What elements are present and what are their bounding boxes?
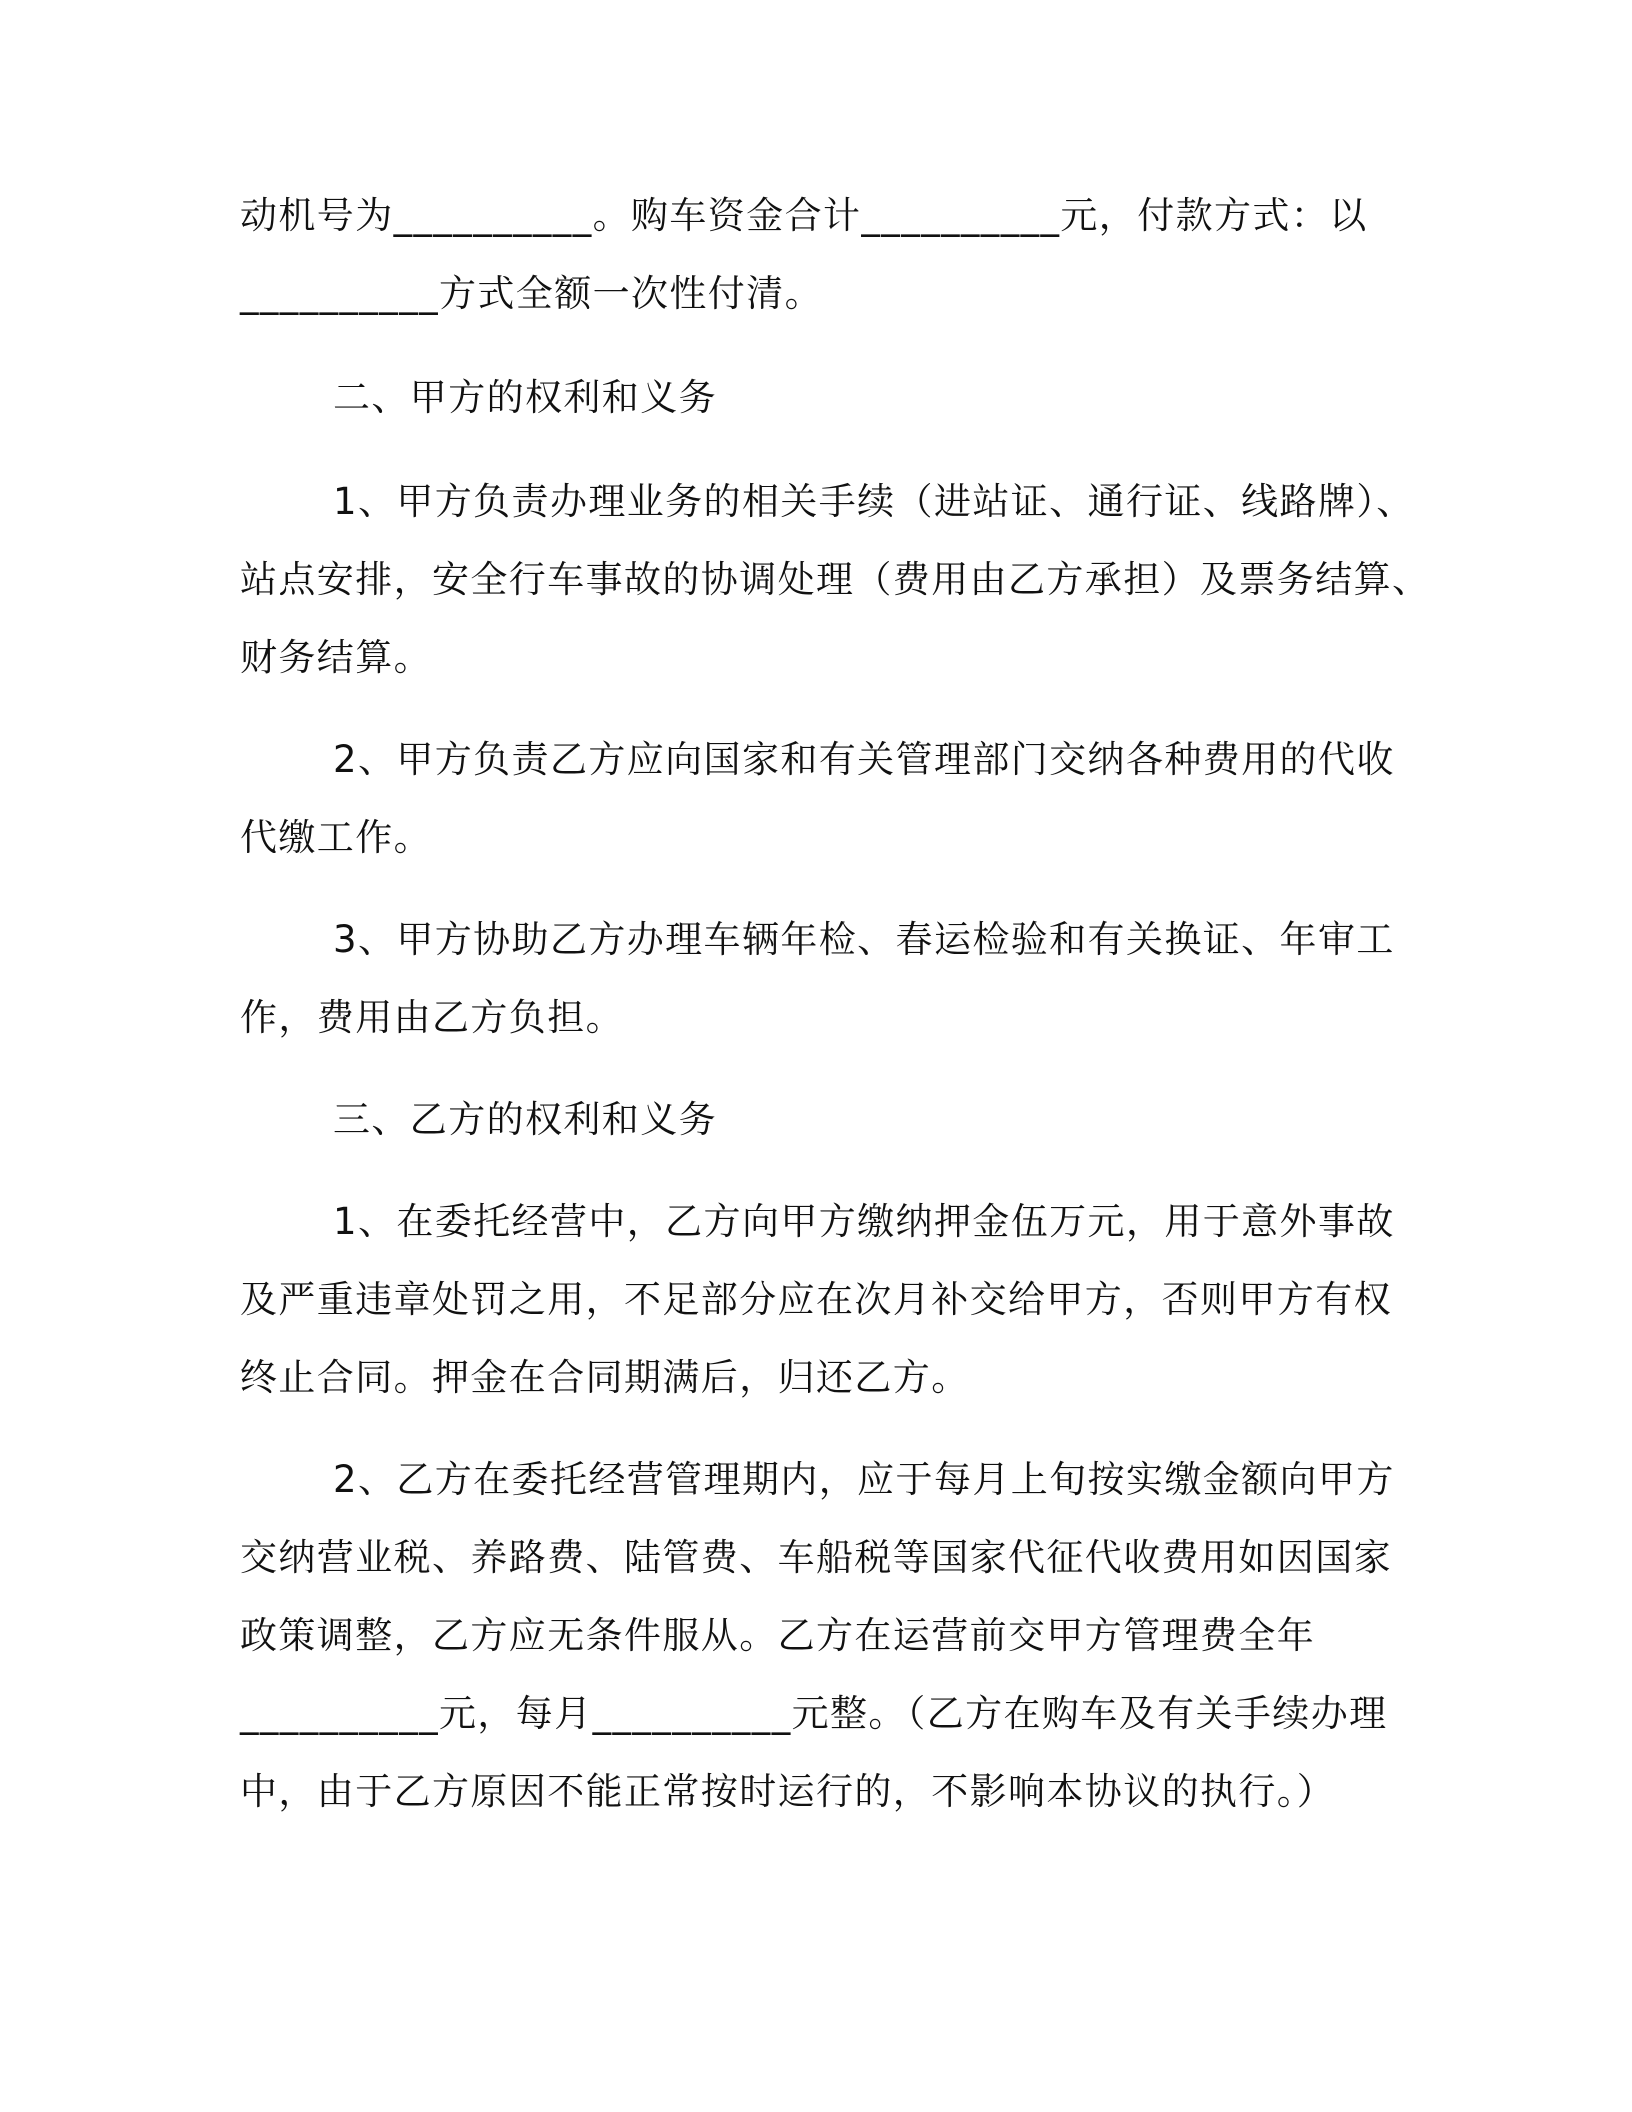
text-line: 交纳营业税、养路费、陆管费、车船税等国家代征代收费用如因国家 <box>240 1536 1392 1579</box>
text-line: 1、甲方负责办理业务的相关手续（进站证、通行证、线路牌）、 <box>333 480 1415 523</box>
text-line: 动机号为__________。购车资金合计__________元，付款方式：以 <box>240 194 1368 237</box>
text-line: 作，费用由乙方负担。 <box>240 996 624 1039</box>
section-heading: 三、乙方的权利和义务 <box>333 1098 717 1141</box>
text-line: 政策调整，乙方应无条件服从。乙方在运营前交甲方管理费全年 <box>240 1614 1316 1657</box>
text-line: __________方式全额一次性付清。 <box>240 272 823 315</box>
text-line: 及严重违章处罚之用，不足部分应在次月补交给甲方，否则甲方有权 <box>240 1278 1392 1321</box>
text-line: 中，由于乙方原因不能正常按时运行的，不影响本协议的执行。） <box>240 1770 1336 1813</box>
text-line: 财务结算。 <box>240 636 432 679</box>
text-line: 2、甲方负责乙方应向国家和有关管理部门交纳各种费用的代收 <box>333 738 1395 781</box>
text-line: 3、甲方协助乙方办理车辆年检、春运检验和有关换证、年审工 <box>333 918 1395 961</box>
section-heading: 二、甲方的权利和义务 <box>333 376 717 419</box>
text-line: 1、在委托经营中，乙方向甲方缴纳押金伍万元，用于意外事故 <box>333 1200 1395 1243</box>
text-line: 2、乙方在委托经营管理期内，应于每月上旬按实缴金额向甲方 <box>333 1458 1395 1501</box>
text-line: 站点安排，安全行车事故的协调处理（费用由乙方承担）及票务结算、 <box>240 558 1431 601</box>
text-line: __________元，每月__________元整。（乙方在购车及有关手续办理 <box>240 1692 1388 1735</box>
text-line: 终止合同。押金在合同期满后，归还乙方。 <box>240 1356 970 1399</box>
text-line: 代缴工作。 <box>240 816 432 859</box>
